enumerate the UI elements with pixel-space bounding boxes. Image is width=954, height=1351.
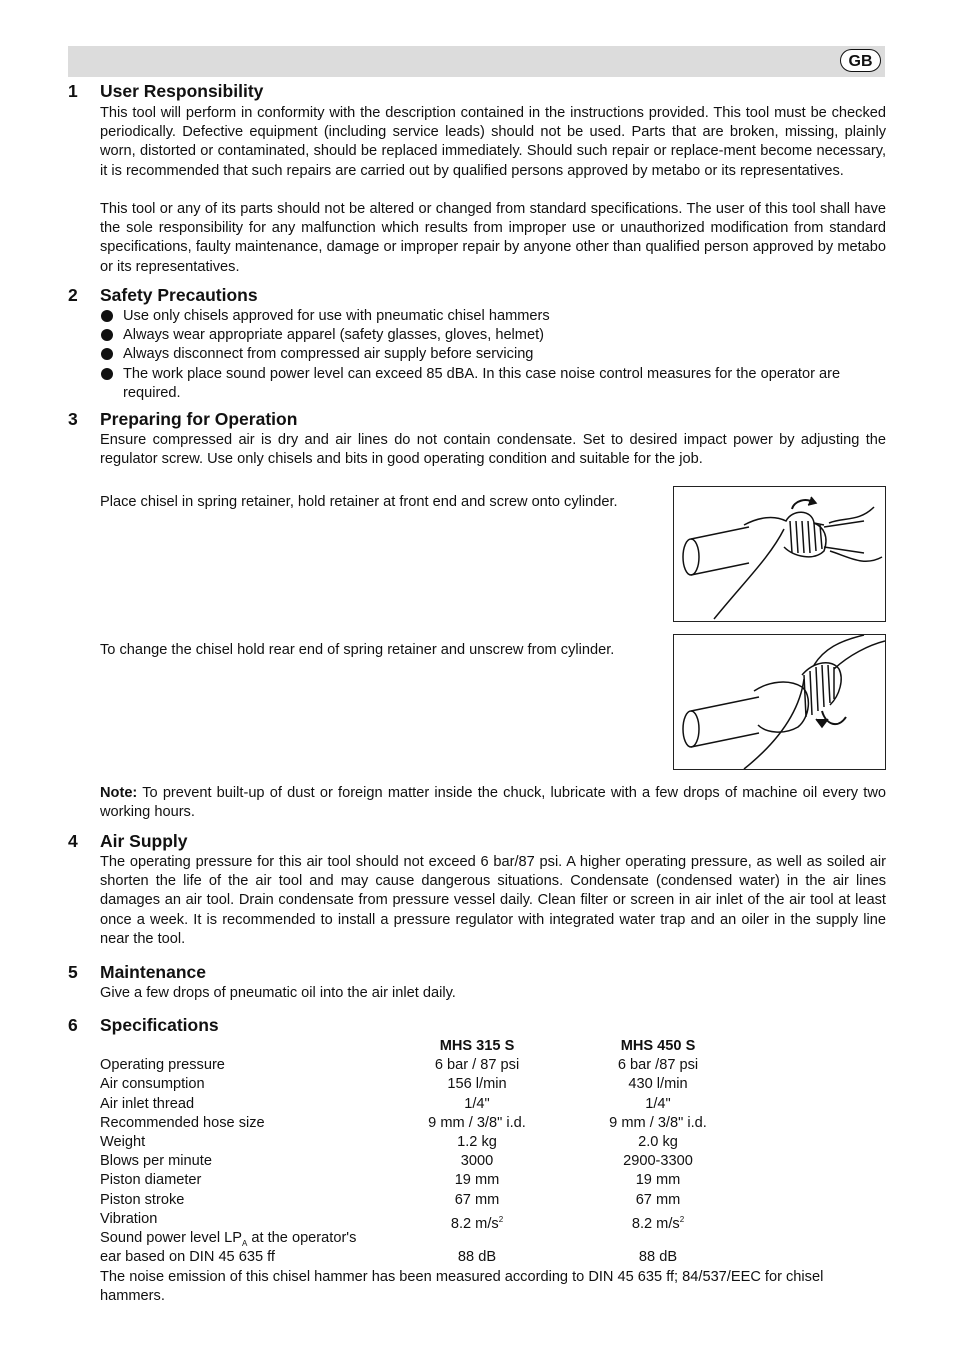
section-4-paragraph: The operating pressure for this air tool should not exceed 6 bar/87 psi. A higher operating pressure, as well as soiled air shorten the life of the air tool and may cause dangerous situations. Condensate (condensed water) in the air lines damages an air tool. Drain condensate from pressure vessel daily. Clean filter or screen in air inlet of the air tool at least once a week. It is recommended to install a pressure regulator with integrated water trap and an oiler in the supply line near the tool. <box>100 854 886 947</box>
note-text: To prevent built-up of dust or foreign matter inside the chuck, lubricate with a few drops of machine oil every two working hours. <box>100 785 886 821</box>
section-title: Maintenance <box>100 962 206 982</box>
section-3-paragraph: Ensure compressed air is dry and air lines do not contain condensate. Set to desired impact power by adjusting the regulator screw. Use only chisels and bits in good operating condition and suitable for the job. <box>100 432 886 468</box>
figure-1-caption: Place chisel in spring retainer, hold retainer at front end and screw onto cylinder. <box>100 494 618 510</box>
bullet-icon <box>101 310 113 322</box>
list-item: Use only chisels approved for use with pneumatic chisel hammers <box>100 307 886 326</box>
language-badge: GB <box>840 49 881 72</box>
section-3-heading <box>68 409 297 429</box>
section-number: 6 <box>68 1015 78 1035</box>
section-1-heading <box>68 81 263 101</box>
note-paragraph <box>100 784 886 822</box>
section-5-heading <box>68 962 206 982</box>
screw-on-illustration <box>673 486 886 622</box>
bullet-icon <box>101 348 113 360</box>
list-item: Always wear appropriate apparel (safety glasses, gloves, helmet) <box>100 326 886 345</box>
unscrew-illustration <box>673 634 886 770</box>
column-header: MHS 315 S <box>439 1038 515 1054</box>
section-2-heading <box>68 285 258 305</box>
column-header: MHS 450 S <box>620 1038 696 1054</box>
safety-list <box>100 307 886 403</box>
section-title: Air Supply <box>100 831 188 851</box>
section-5-paragraph: Give a few drops of pneumatic oil into the air inlet daily. <box>100 985 456 1001</box>
bullet-icon <box>101 329 113 341</box>
noise-emission-note: The noise emission of this chisel hammer has been measured according to DIN 45 635 ff; 84/537/EEC for chisel hammers. <box>100 1269 824 1305</box>
note-label: Note: <box>100 785 138 801</box>
section-number: 2 <box>68 285 78 305</box>
section-title: Preparing for Operation <box>100 409 298 429</box>
section-number: 5 <box>68 962 78 982</box>
list-item: The work place sound power level can exceed 85 dBA. In this case noise control measures for the operator are required. <box>100 365 886 403</box>
section-title: Specifications <box>100 1015 219 1035</box>
bullet-icon <box>101 368 113 380</box>
section-title: Safety Precautions <box>100 285 258 305</box>
list-item: Always disconnect from compressed air supply before servicing <box>100 345 886 364</box>
header-bar <box>68 46 885 77</box>
section-number: 4 <box>68 831 78 851</box>
section-title: User Responsibility <box>100 81 264 101</box>
figure-2-caption: To change the chisel hold rear end of spring retainer and unscrew from cylinder. <box>100 642 615 658</box>
section-4-heading <box>68 831 188 851</box>
section-6-heading <box>68 1015 219 1035</box>
section-number: 3 <box>68 409 78 429</box>
section-1-paragraph-1: This tool will perform in conformity with the description contained in the instructions provided. This tool must be checked periodically. Defective equipment (including service leads) should not be used. Parts that are broken, missing, plainly worn, distorted or contaminated, should be replaced immediately. Should such repair or replace-ment become necessary, it is recommended that such repairs are carried out by qualified persons approved by metabo or its representatives. <box>100 105 886 179</box>
section-1-paragraph-2: This tool or any of its parts should not be altered or changed from standard specifications. The user of this tool shall have the sole responsibility for any malfunction which results from improper use or unauthorized modification from standard specifications, faulty maintenance, damage or improper repair by anyone other than qualified person approved by metabo or its representatives. <box>100 201 886 275</box>
section-number: 1 <box>68 81 78 101</box>
